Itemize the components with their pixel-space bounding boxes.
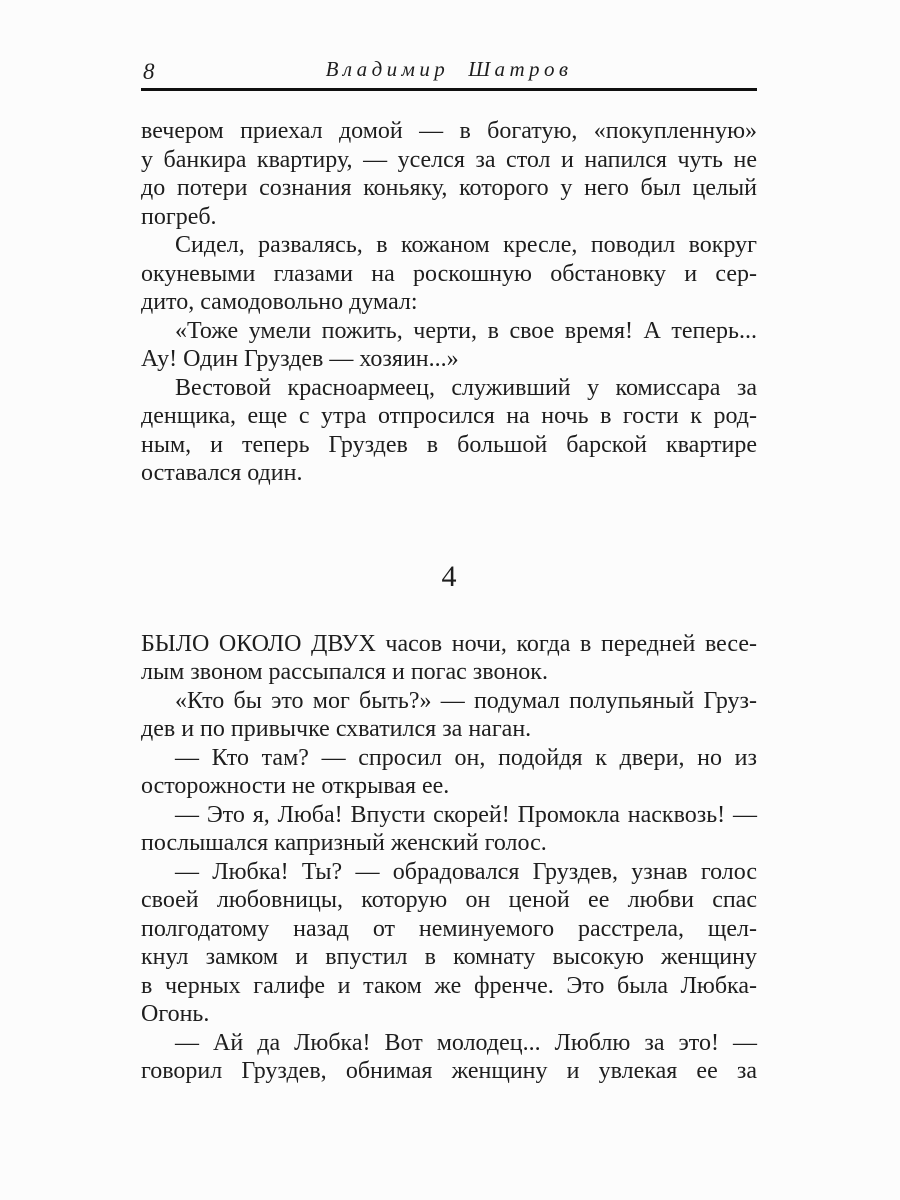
text-line: послышался капризный женский голос. [141, 830, 547, 856]
text-line: своей любовницы, которую он ценой ее любви спас [141, 887, 757, 913]
text-column [141, 56, 757, 1086]
text-line: у банкира квартиру, — уселся за стол и напился чуть не [141, 146, 757, 173]
paragraph [141, 374, 757, 488]
text-line: Огонь. [141, 1001, 210, 1027]
page-number: 8 [143, 59, 155, 84]
text-line: вечером приехал домой — в богатую, «покупленную» [141, 118, 757, 144]
text-line: осторожности не открывая ее. [141, 773, 450, 799]
text-line: в черных галифе и таком же френче. Это была Любка- [141, 972, 757, 999]
text-line: кнул замком и впустил в комнату высокую женщину [141, 944, 757, 970]
text-line: БЫЛО ОКОЛО ДВУХ часов ночи, когда в передней весе- [141, 630, 757, 657]
paragraph [141, 858, 757, 1029]
text-line: Сидел, развалясь, в кожаном кресле, поводил вокруг [175, 232, 757, 258]
paragraph [141, 687, 757, 744]
text-line: — Ай да Любка! Вот молодец... Люблю за это! — [175, 1029, 757, 1056]
text-line: полгодатому назад от неминуемого расстрела, щел- [141, 915, 757, 942]
text-line: — Кто там? — спросил он, подойдя к двери, но из [175, 744, 757, 771]
text-line: — Это я, Люба! Впусти скорей! Промокла насквозь! — [175, 801, 757, 828]
text-line: дито, самодовольно думал: [141, 289, 418, 315]
paragraph [141, 231, 757, 317]
text-line: «Кто бы это мог быть?» — подумал полупьяный Груз- [175, 687, 757, 714]
text-line: до потери сознания коньяку, которого у него был целый [141, 175, 757, 201]
text-line: окуневыми глазами на роскошную обстановку и сер- [141, 260, 757, 287]
text-line: Вестовой красноармеец, служивший у комиссара за [175, 374, 757, 401]
header-rule [141, 88, 757, 91]
paragraph [141, 117, 757, 231]
running-title: Владимир Шатров [325, 57, 573, 81]
text-line: говорил Груздев, обнимая женщину и увлекая ее за [141, 1058, 757, 1084]
page-text [141, 117, 757, 1086]
running-head [141, 56, 757, 83]
text-line: погреб. [141, 203, 217, 230]
section-heading: 4 [441, 559, 457, 593]
text-line: — Любка! Ты? — обрадовался Груздев, узнав голос [175, 858, 757, 885]
text-line: Ау! Один Груздев — хозяин...» [141, 346, 459, 372]
text-line: ным, и теперь Груздев в большой барской квартире [141, 431, 757, 458]
paragraph [141, 744, 757, 801]
paragraph [141, 1029, 757, 1086]
text-line: лым звоном рассыпался и погас звонок. [141, 659, 548, 685]
paragraph [141, 317, 757, 374]
paragraph [141, 630, 757, 687]
text-line: дев и по привычке схватился за наган. [141, 716, 532, 742]
text-line: оставался один. [141, 460, 303, 486]
text-line: денщика, еще с утра отпросился на ночь в гости к род- [141, 403, 757, 429]
paragraph [141, 801, 757, 858]
text-line: «Тоже умели пожить, черти, в свое время! А теперь... [175, 317, 757, 344]
